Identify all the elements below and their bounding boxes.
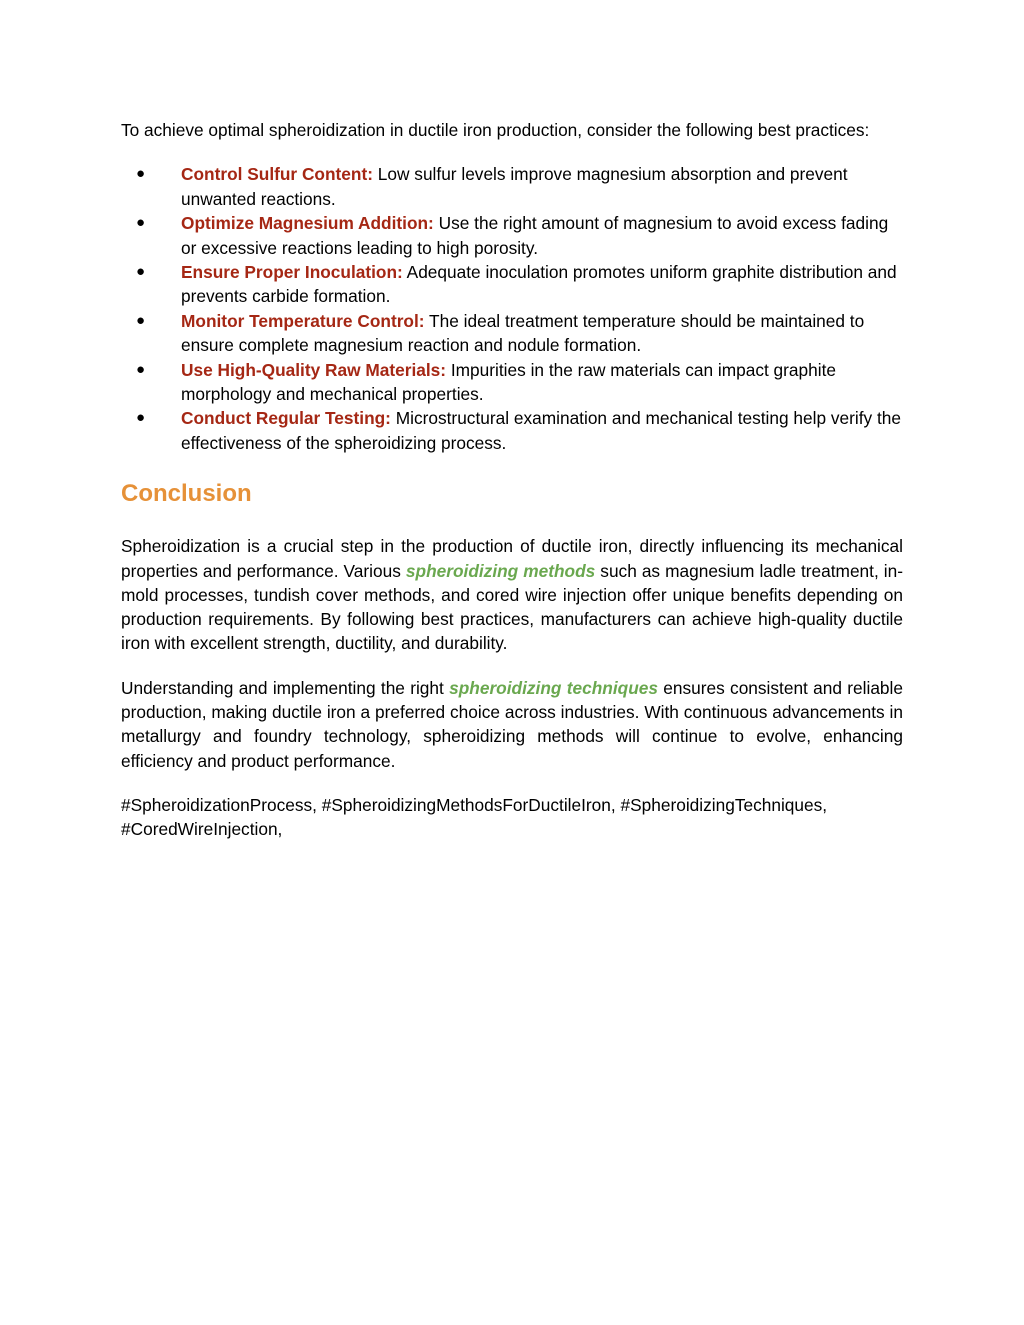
- list-item: [121, 406, 903, 455]
- bullet-icon: ●: [136, 311, 146, 329]
- list-item: [121, 211, 903, 260]
- practice-title: Optimize Magnesium Addition:: [181, 213, 434, 234]
- list-item: [121, 358, 903, 407]
- best-practices-list: [121, 162, 903, 455]
- practice-title: Control Sulfur Content:: [181, 164, 373, 185]
- practice-title: Ensure Proper Inoculation:: [181, 262, 403, 283]
- paragraph-text: Spheroidization is a crucial step in the production of ductile iron, directly influencing its mechanical properties and performance. Various: [121, 536, 903, 581]
- practice-title: Use High-Quality Raw Materials:: [181, 359, 447, 380]
- spheroidizing-methods-link[interactable]: spheroidizing methods: [405, 560, 596, 581]
- paragraph-text: Understanding and implementing the right: [121, 677, 444, 698]
- bullet-icon: ●: [136, 165, 146, 183]
- hashtags: #SpheroidizationProcess, #SpheroidizingMethodsForDuctileIron, #SpheroidizingTechniques, #CoredWireInjection,: [121, 794, 828, 840]
- practice-text: Impurities in the raw materials can impact graphite morphology and mechanical properties.: [181, 359, 837, 405]
- bullet-icon: ●: [136, 263, 146, 281]
- practice-text: Adequate inoculation promotes uniform graphite distribution and prevents carbide formation.: [181, 262, 897, 307]
- practice-text: Microstructural examination and mechanical testing help verify the effectiveness of the spheroidizing process.: [181, 408, 901, 453]
- practice-title: Conduct Regular Testing:: [181, 408, 391, 429]
- conclusion-paragraph-2: [121, 676, 903, 773]
- list-item: [121, 162, 903, 211]
- list-item: [121, 309, 903, 358]
- practice-text: Use the right amount of magnesium to avoid excess fading or excessive reactions leading to high porosity.: [181, 213, 889, 258]
- bullet-icon: ●: [136, 360, 146, 378]
- document-page: [121, 118, 903, 842]
- practice-text: The ideal treatment temperature should be maintained to ensure complete magnesium reaction and nodule formation.: [181, 310, 865, 356]
- conclusion-paragraph-1: [121, 534, 903, 655]
- bullet-icon: ●: [136, 214, 146, 232]
- spheroidizing-techniques-link[interactable]: spheroidizing techniques: [449, 677, 658, 698]
- paragraph-text: ensures consistent and reliable production, making ductile iron a preferred choice across industries. With continuous advancements in metallurgy and foundry technology, spheroidizing methods will continue to evolve, enhancing efficiency and product performance.: [121, 677, 903, 771]
- practice-text: Low sulfur levels improve magnesium absorption and prevent unwanted reactions.: [181, 164, 848, 209]
- practice-title: Monitor Temperature Control:: [181, 310, 425, 331]
- bullet-icon: ●: [136, 409, 146, 427]
- conclusion-heading: Conclusion: [121, 480, 252, 508]
- list-item: [121, 260, 903, 309]
- intro-paragraph: To achieve optimal spheroidization in ductile iron production, consider the following best practices:: [121, 120, 870, 140]
- paragraph-text: such as magnesium ladle treatment, in-mold processes, tundish cover methods, and cored wire injection offer unique benefits depending on production requirements. By following best practices, manufacturers can achieve high-quality ductile iron with excellent strength, ductility, and durability.: [121, 560, 903, 654]
